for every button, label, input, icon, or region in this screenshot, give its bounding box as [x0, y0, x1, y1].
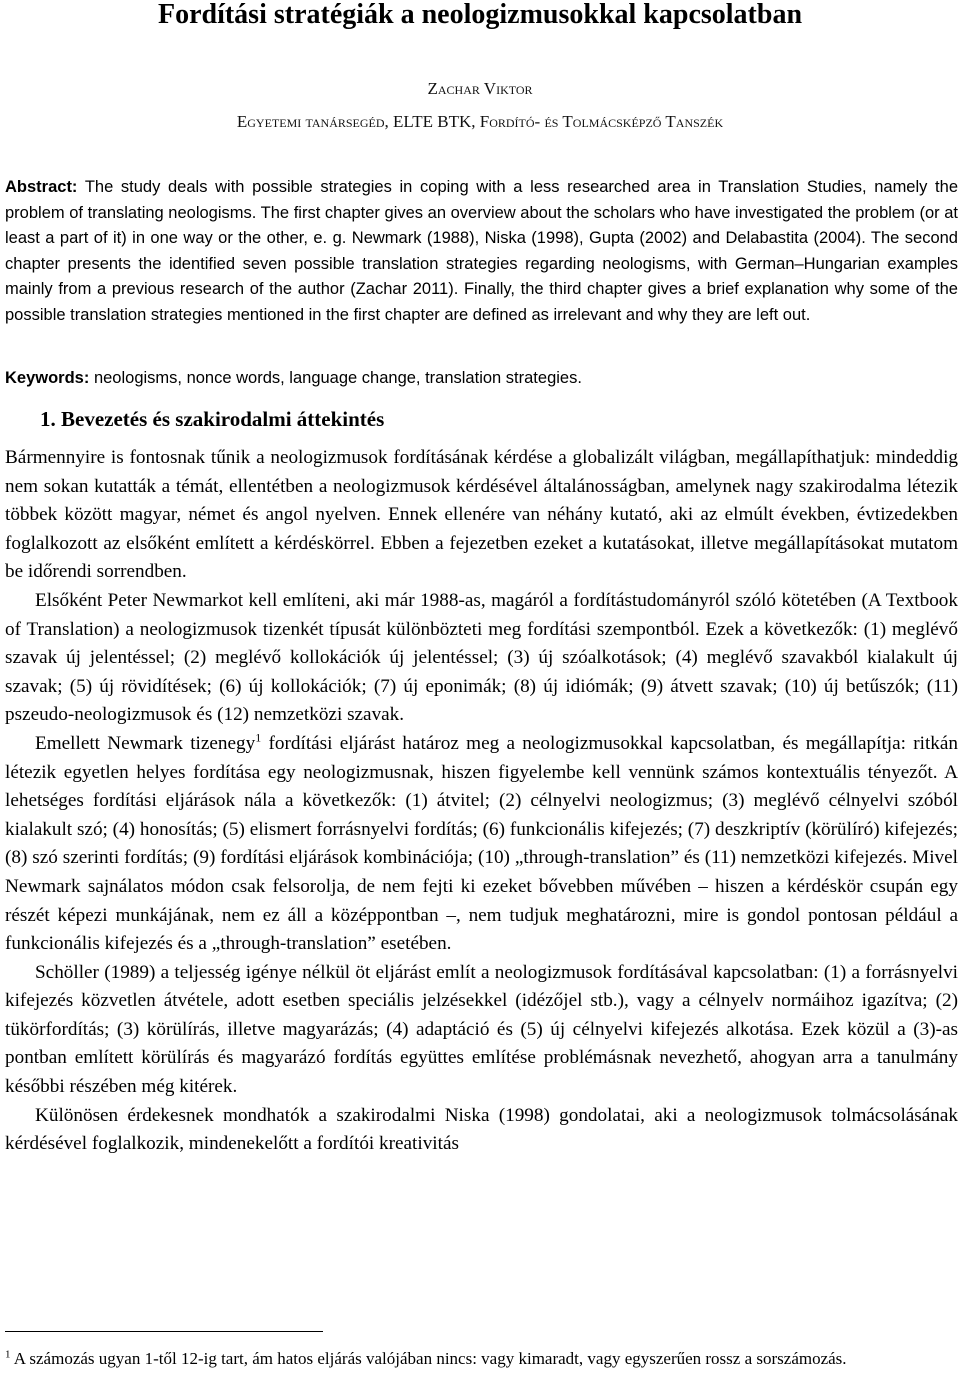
abstract-label: Abstract:: [5, 178, 78, 196]
paragraph: Különösen érdekesnek mondhatók a szakirodalmi Niska (1998) gondolatai, aki a neologizmusok tolmácsolásának kérdésével foglalkozik, mindenekelőtt a fordítói kreativitás: [5, 1104, 958, 1155]
keywords: [5, 366, 958, 390]
footnote-text: A számozás ugyan 1-től 12-ig tart, ám hatos eljárás valójában nincs: vagy kimaradt, vagy egyszerűen rossz a sorszámozás.: [10, 1349, 847, 1368]
paragraph: Schöller (1989) a teljesség igénye nélkül öt eljárást említ a neologizmusok fordításával kapcsolatban: (1) a forrásnyelvi kifejezés közvetlen átvétele, adott esetben speciális jelzésekkel (idézőjel stb.), vagy a célnyelv normáihoz igazítva; (2) tükörfordítás; (3) körülírás, illetve magyarázás; (4) adaptáció és (5) új célnyelvi kifejezés alkotása. Ezek közül a (3)-as pontban említett körülírás és magyarázó fordítás együttes említése problémásnak nevezhető, ahogyan arra a tanulmány későbbi részében még kitérek.: [5, 961, 958, 1098]
paragraph: Bármennyire is fontosnak tűnik a neologizmusok fordításának kérdése a globalizált világban, megállapíthatjuk: mindeddig nem sokan kutatták a témát, ellentétben a neologizmusok kérdésével általánosságban, amelynek nagy szakirodalma létezik többek között magyar, német és angol nyelven. Ennek ellenére van néhány kutató, aki az elmúlt években, évtizedekben foglalkozott az elsőként említett a kérdéskörrel. Ebben a fejezetben ezeket a kutatásokat, illetve megállapításokat mutatom be időrendi sorrendben.: [5, 447, 958, 583]
footnote: [5, 1346, 958, 1372]
paragraph-text: Emellett Newmark tizenegy: [35, 732, 256, 754]
keywords-text: neologisms, nonce words, language change, translation strategies.: [93, 369, 582, 387]
body-text: [5, 444, 958, 1159]
section-heading: 1. Bevezetés és szakirodalmi áttekintés: [40, 407, 385, 431]
footnote-marker: 1: [5, 1348, 11, 1361]
paper-title: Fordítási stratégiák a neologizmusokkal kapcsolatban: [157, 0, 803, 30]
footnote-ref[interactable]: 1: [255, 730, 262, 745]
author-affiliation: Egyetemi tanársegéd, ELTE BTK, Fordító- és Tolmácsképző Tanszék: [236, 112, 724, 131]
footnote-divider: [5, 1331, 323, 1332]
keywords-label: Keywords:: [5, 369, 90, 387]
paragraph-text: fordítási eljárást határoz meg a neologizmusokkal kapcsolatban, és megállapítja: ritkán létezik egyetlen helyes fordítása egy neologizmusnak, hiszen figyelembe kell vennünk számos kontextuális tényezőt. A lehetséges fordítási eljárások nála a következők: (1) átvitel; (2) célnyelvi neologizmus; (3) meglévő célnyelvi szóból kialakult szó; (4) honosítás; (5) elismert forrásnyelvi fordítás; (6) funkcionális kifejezés; (7) deszkriptív (körülíró) kifejezés; (8) szó szerinti fordítás; (9) fordítási eljárások kombinációja; (10) „through-translation” és (11) nemzetközi kifejezés. Mivel Newmark sajnálatos módon csak felsorolja, de nem fejti ki ezeket bővebben művében – hiszen a kérdéskör csupán egy részét képezi munkájának, nem ez áll a középpontban –, nem tudjuk meghatározni, mire is gondol pontosan például a funkcionális kifejezés és a „through-translation” esetében.: [5, 732, 958, 955]
abstract: [5, 175, 958, 328]
abstract-text: The study deals with possible strategies in coping with a less researched area in Translation Studies, namely the problem of translating neologisms. The first chapter gives an overview about the scholars who have investigated the problem (or at least a part of it) in one way or the other, e. g. Newmark (1988), Niska (1998), Gupta (2002) and Delabastita (2004). The second chapter presents the identified seven possible translation strategies regarding neologisms, with German–Hungarian examples mainly from a previous research of the author (Zachar 2011). Finally, the third chapter gives a brief explanation why some of the possible translation strategies mentioned in the first chapter are defined as irrelevant and why they are left out.: [5, 178, 958, 324]
paragraph: [5, 730, 958, 959]
paragraph: Elsőként Peter Newmarkot kell említeni, aki már 1988-as, magáról a fordítástudományról szóló kötetében (A Textbook of Translation) a neologizmusok tizenkét típusát különbözteti meg fordítási szempontból. Ezek a következők: (1) meglévő szavak új jelentéssel; (2) meglévő kollokációk új jelentéssel; (3) új szóalkotások; (4) meglévő szavakból kialakult új szavak; (5) új rövidítések; (6) új kollokációk; (7) új eponimák; (8) új idiómák; (9) átvett szavak; (10) új betűszók; (11) pszeudo-neologizmusok és (12) nemzetközi szavak.: [5, 589, 958, 726]
author-name: Zachar Viktor: [427, 79, 533, 98]
